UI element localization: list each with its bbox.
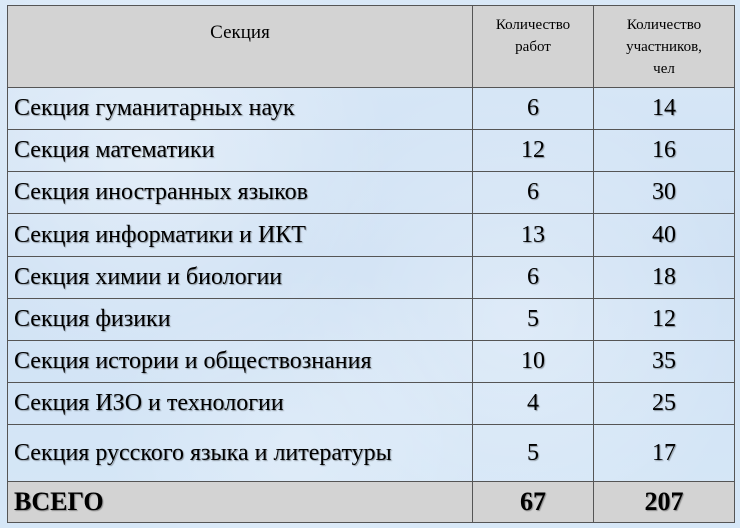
header-works-line-2: работ <box>515 39 551 55</box>
header-participants-line-2: участников, <box>626 39 702 55</box>
participants-count: 17 <box>594 425 735 482</box>
table-row <box>8 425 735 482</box>
section-name: Секция физики <box>8 298 473 340</box>
participants-count: 16 <box>594 130 735 172</box>
header-participants <box>594 6 735 88</box>
works-count: 10 <box>473 340 594 382</box>
works-count: 6 <box>473 256 594 298</box>
works-count: 12 <box>473 130 594 172</box>
section-name: Секция математики <box>8 130 473 172</box>
header-works-line-1: Количество <box>495 17 571 33</box>
header-participants-line-3: чел <box>653 61 675 77</box>
participants-count: 40 <box>594 214 735 256</box>
total-row <box>8 481 735 522</box>
total-works: 67 <box>473 481 594 522</box>
section-name: Секция химии и биологии <box>8 256 473 298</box>
header-participants-line-1: Количество <box>626 17 702 33</box>
participants-count: 14 <box>594 88 735 130</box>
participants-count: 35 <box>594 340 735 382</box>
table-row <box>8 298 735 340</box>
table-row <box>8 214 735 256</box>
works-count: 13 <box>473 214 594 256</box>
table-row <box>8 383 735 425</box>
table-row <box>8 340 735 382</box>
total-label: ВСЕГО <box>8 481 473 522</box>
participants-count: 30 <box>594 172 735 214</box>
header-works <box>473 6 594 88</box>
section-name: Секция русского языка и литературы <box>8 425 473 482</box>
works-count: 6 <box>473 172 594 214</box>
section-name: Секция гуманитарных наук <box>8 88 473 130</box>
works-count: 5 <box>473 298 594 340</box>
table-row <box>8 130 735 172</box>
works-count: 5 <box>473 425 594 482</box>
works-count: 4 <box>473 383 594 425</box>
participants-count: 12 <box>594 298 735 340</box>
section-name: Секция информатики и ИКТ <box>8 214 473 256</box>
participants-count: 18 <box>594 256 735 298</box>
header-section: Секция <box>8 6 473 88</box>
section-name: Секция иностранных языков <box>8 172 473 214</box>
section-name: Секция ИЗО и технологии <box>8 383 473 425</box>
sections-table <box>7 5 735 523</box>
works-count: 6 <box>473 88 594 130</box>
section-name: Секция истории и обществознания <box>8 340 473 382</box>
table-row <box>8 256 735 298</box>
total-participants: 207 <box>594 481 735 522</box>
table-header-row <box>8 6 735 88</box>
participants-count: 25 <box>594 383 735 425</box>
table-row <box>8 172 735 214</box>
table-row <box>8 88 735 130</box>
